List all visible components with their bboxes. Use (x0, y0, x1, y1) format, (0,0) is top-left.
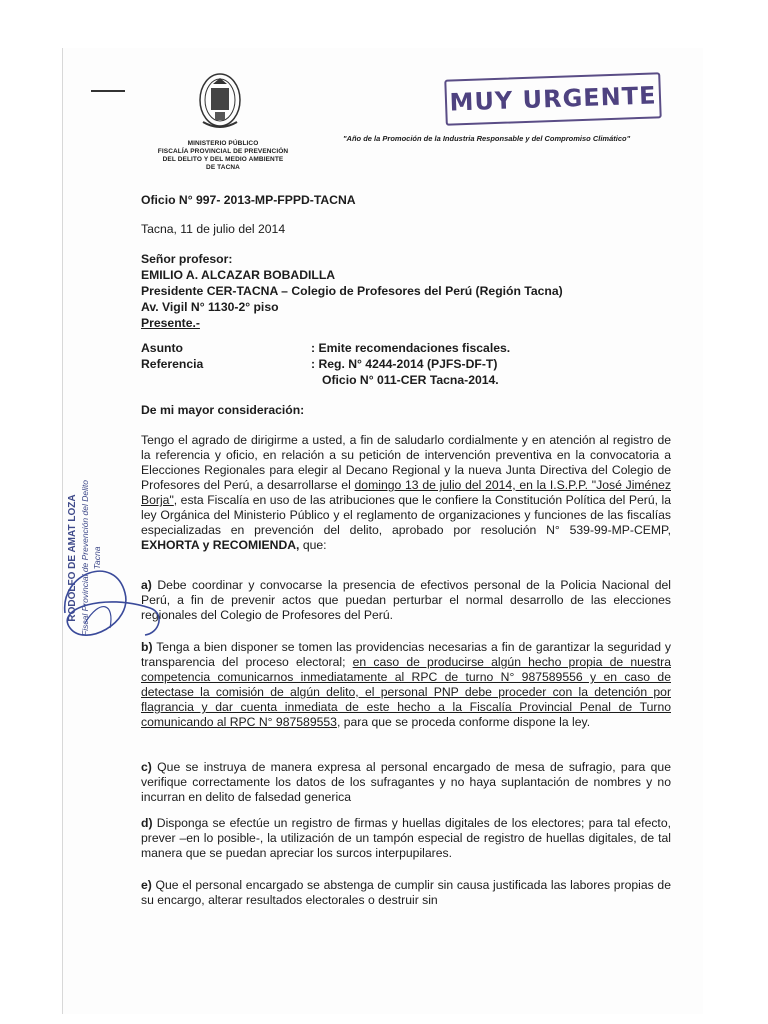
item-b-text: , para que se proceda conforme dispone la ley. (336, 715, 591, 729)
item-a-text: Debe coordinar y convocarse la presencia de efectivos personal de la Policia Nacional del Perú, a fin de prevenir actos que puedan perturbar el normal desarrollo de las elecciones regionales del Colegio de Profesores del Perú. (141, 578, 671, 622)
institution-line: DE TACNA (206, 164, 240, 171)
item-e-text: Que el personal encargado se abstenga de cumplir sin causa justificada las labores propias de su encargo, alterar resultados electorales o destruir sin (141, 878, 671, 907)
presente-line: Presente.- (141, 316, 200, 330)
letter-date: Tacna, 11 de julio del 2014 (141, 222, 286, 236)
recipient-block (141, 251, 563, 331)
handwritten-signature-icon (55, 553, 175, 663)
item-d-label: d) (141, 816, 153, 830)
institution-name (138, 140, 308, 172)
asunto-label: Asunto (141, 341, 183, 355)
item-b (141, 640, 671, 730)
margin-dash (91, 90, 125, 92)
intro-paragraph (141, 433, 671, 553)
document-page (62, 48, 703, 1014)
item-e (141, 878, 671, 908)
recipient-line: Señor profesor: (141, 252, 233, 266)
oficio-number: Oficio N° 997- 2013-MP-FPPD-TACNA (141, 193, 356, 207)
item-e-label: e) (141, 878, 152, 892)
item-c (141, 760, 671, 805)
item-a (141, 578, 671, 623)
recipient-line: Presidente CER-TACNA – Colegio de Profesores del Perú (Región Tacna) (141, 284, 563, 298)
fiscal-name: RODOLFO DE AMAT LOZA (67, 494, 78, 622)
institution-line: FISCALÍA PROVINCIAL DE PREVENCIÓN (157, 148, 289, 155)
urgent-stamp: MUY URGENTE (444, 72, 661, 126)
item-a-label: a) (141, 578, 152, 592)
fiscal-title: Fiscal Provincial de Prevención del Delito Tacna (80, 480, 102, 636)
item-d-text: Disponga se efectúe un registro de firmas y huellas digitales de los electores; para tal efecto, prever –en lo posible-, la utilización de un tampón especial de registro de huellas digitales, de tal manera que se puedan apreciar los surcos interpupilares. (141, 816, 671, 860)
referencia-label: Referencia (141, 357, 204, 371)
institution-line: MINISTERIO PÚBLICO (187, 140, 259, 147)
item-c-text: Que se instruya de manera expresa al personal encargado de mesa de sufragio, para que verifique correctamente los datos de los sufragantes y no haya suplantación de nombres y no incurran en delito de falsedad generica (141, 760, 671, 804)
year-motto: "Año de la Promoción de la Industria Responsable y del Compromiso Climático" (343, 134, 631, 143)
referencia-value-1: : Reg. N° 4244-2014 (PJFS-DF-T) (311, 357, 498, 371)
item-d (141, 816, 671, 861)
intro-text: que: (299, 538, 327, 552)
item-b-underlined: en caso de producirse algún hecho propia de nuestra competencia comunicarnos inmediatamente al RPC de turno N° 987589556 y en caso de detectase la comisión de algún delito, el personal PNP debe proceder con la detención por flagrancia y dar cuenta inmediata de este hecho a la Fiscalía Provincial Penal de Turno comunicando al RPC N° 987589553 (141, 655, 671, 729)
salutation: De mi mayor consideración: (141, 403, 305, 417)
intro-text: , esta Fiscalía en uso de las atribuciones que le confiere la Constitución Política del Perú, la ley Orgánica del Ministerio Público y el reglamento de organizaciones y funciones de las fiscalías especializadas en prevención del delito, aprobado por resolución N° 539-99-MP-CEMP, (141, 493, 671, 537)
referencia-value-2: Oficio N° 011-CER Tacna-2014. (322, 373, 499, 387)
institution-line: DEL DELITO Y DEL MEDIO AMBIENTE (162, 156, 284, 163)
intro-text: Tengo el agrado de dirigirme a usted, a fin de saludarlo cordialmente y en atención al registro de la referencia y oficio, en relación a su petición de intervención preventiva en la convocatoria a Elecciones Regionales para elegir al Decano Regional y la nueva Junta Directiva del Colegio de Profesores del Perú, a desarrollarse el (141, 433, 671, 492)
item-b-label: b) (141, 640, 153, 654)
item-c-label: c) (141, 760, 152, 774)
exhorta-text: EXHORTA y RECOMIENDA, (141, 538, 300, 552)
coat-of-arms-seal-icon (195, 70, 245, 134)
recipient-line: EMILIO A. ALCAZAR BOBADILLA (141, 268, 336, 282)
event-date-underlined: domingo 13 de julio del 2014, en la I.S.P.P. "José Jiménez Borja" (141, 478, 671, 507)
item-b-text: Tenga a bien disponer se tomen las providencias necesarias a fin de garantizar la seguridad y transparencia del proceso electoral; (141, 640, 671, 669)
asunto-value: : Emite recomendaciones fiscales. (311, 341, 511, 355)
recipient-line: Av. Vigil N° 1130-2° piso (141, 300, 279, 314)
